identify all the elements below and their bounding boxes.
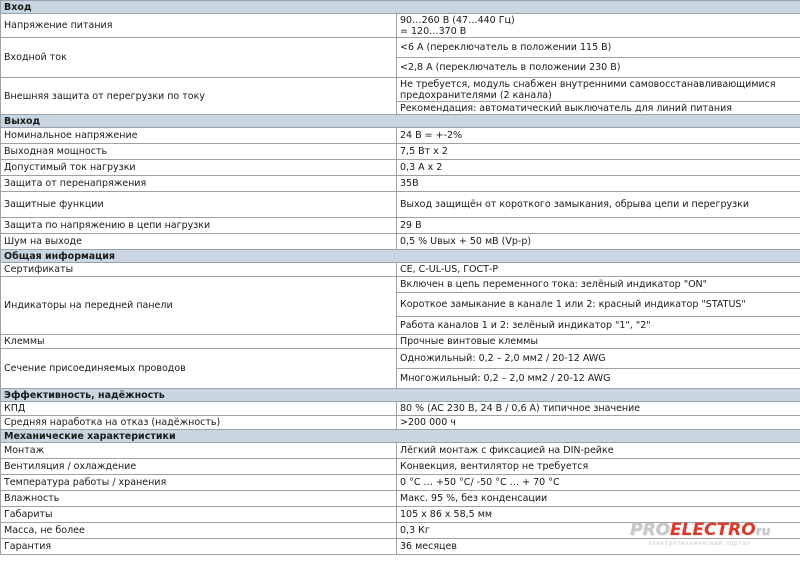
row-label: Средняя наработка на отказ (надёжность) bbox=[1, 416, 397, 430]
row-label: Монтаж bbox=[1, 443, 397, 459]
section-efficiency: Эффективность, надёжность bbox=[1, 389, 800, 402]
row-value: 0 °С … +50 °С/ -50 °С … + 70 °С bbox=[397, 475, 800, 491]
row-label: Температура работы / хранения bbox=[1, 475, 397, 491]
row-value: Рекомендация: автоматический выключатель для линий питания bbox=[397, 102, 800, 115]
row-label: Вентиляция / охлаждение bbox=[1, 459, 397, 475]
section-input: Вход bbox=[1, 1, 800, 14]
row-value: 80 % (AC 230 В, 24 В / 0,6 А) типичное значение bbox=[397, 402, 800, 416]
row-value: 29 В bbox=[397, 218, 800, 234]
section-output: Выход bbox=[1, 115, 800, 128]
row-label: Номинальное напряжение bbox=[1, 128, 397, 144]
row-value: Макс. 95 %, без конденсации bbox=[397, 491, 800, 507]
section-mechanical: Механические характеристики bbox=[1, 430, 800, 443]
row-value: >200 000 ч bbox=[397, 416, 800, 430]
row-value: 90…260 В (47…440 Гц) = 120…370 В bbox=[397, 14, 800, 38]
row-label: Выходная мощность bbox=[1, 144, 397, 160]
row-value: Включен в цепь переменного тока: зелёный индикатор "ON" bbox=[397, 277, 800, 293]
row-value: Одножильный: 0,2 – 2,0 мм2 / 20-12 AWG bbox=[397, 349, 800, 369]
row-label: КПД bbox=[1, 402, 397, 416]
row-label: Напряжение питания bbox=[1, 14, 397, 38]
row-label: Входной ток bbox=[1, 38, 397, 78]
row-label: Защита по напряжению в цепи нагрузки bbox=[1, 218, 397, 234]
row-value: 0,3 А х 2 bbox=[397, 160, 800, 176]
row-value: CE, C-UL-US, ГОСТ-Р bbox=[397, 263, 800, 277]
row-value: 36 месяцев bbox=[397, 539, 800, 555]
row-value: 24 В = +-2% bbox=[397, 128, 800, 144]
row-value: Короткое замыкание в канале 1 или 2: красный индикатор "STATUS" bbox=[397, 293, 800, 317]
row-value: Работа каналов 1 и 2: зелёный индикатор "1", "2" bbox=[397, 317, 800, 335]
row-value: 0,5 % Uвых + 50 мВ (Vр-р) bbox=[397, 234, 800, 250]
row-value: 7,5 Вт х 2 bbox=[397, 144, 800, 160]
row-value: 105 х 86 х 58,5 мм bbox=[397, 507, 800, 523]
row-label: Масса, не более bbox=[1, 523, 397, 539]
row-value: Лёгкий монтаж с фиксацией на DIN-рейке bbox=[397, 443, 800, 459]
row-value: Не требуется, модуль снабжен внутренними самовосстанавливающимися предохранителями (2 канала) bbox=[397, 78, 800, 102]
row-label: Внешняя защита от перегрузки по току bbox=[1, 78, 397, 115]
row-value: 35В bbox=[397, 176, 800, 192]
row-label: Влажность bbox=[1, 491, 397, 507]
row-label: Клеммы bbox=[1, 335, 397, 349]
row-value: <2,8 А (переключатель в положении 230 В) bbox=[397, 58, 800, 78]
row-label: Габариты bbox=[1, 507, 397, 523]
proelectro-logo: PROELECTROru электротехнический портал bbox=[630, 520, 771, 547]
row-value: Выход защищён от короткого замыкания, обрыва цепи и перегрузки bbox=[397, 192, 800, 218]
row-value: Многожильный: 0,2 – 2,0 мм2 / 20-12 AWG bbox=[397, 369, 800, 389]
row-label: Защита от перенапряжения bbox=[1, 176, 397, 192]
row-label: Сечение присоединяемых проводов bbox=[1, 349, 397, 389]
row-label: Допустимый ток нагрузки bbox=[1, 160, 397, 176]
row-label: Гарантия bbox=[1, 539, 397, 555]
row-value: <6 А (переключатель в положении 115 В) bbox=[397, 38, 800, 58]
row-value: Конвекция, вентилятор не требуется bbox=[397, 459, 800, 475]
row-label: Защитные функции bbox=[1, 192, 397, 218]
row-value: 0,3 Кг bbox=[397, 523, 800, 539]
row-label: Индикаторы на передней панели bbox=[1, 277, 397, 335]
row-value: Прочные винтовые клеммы bbox=[397, 335, 800, 349]
section-general: Общая информация bbox=[1, 250, 800, 263]
row-label: Шум на выходе bbox=[1, 234, 397, 250]
row-label: Сертификаты bbox=[1, 263, 397, 277]
